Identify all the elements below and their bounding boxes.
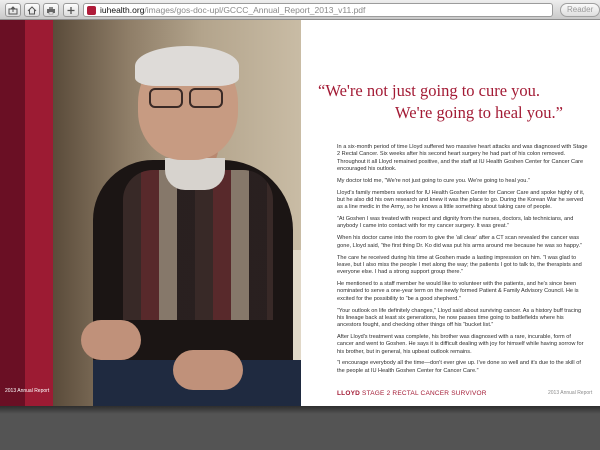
site-favicon-icon (87, 6, 96, 15)
article-paragraph: Lloyd's family members worked for IU Health Goshen Center for Cancer Care and spoke highly of it, but he also did his own research and knew it was the place to go. During the Korean War he served as a line medic in the Army, so he knows a little something about taking care of people. (337, 189, 585, 211)
article-paragraph: When his doctor came into the room to give the 'all clear' after a CT scan revealed the cancer was gone, Lloyd said, “the first thing Dr. Ko did was put his arms around me because he was so happy.” (337, 235, 582, 249)
browser-toolbar (0, 0, 600, 20)
photo-glasses-right (189, 88, 223, 108)
home-icon (27, 6, 37, 15)
article-paragraph: “At Goshen I was treated with respect and dignity from the nurses, doctors, lab technicians, and anybody I came into contact with for my cancer surgery. It was great.” (337, 216, 574, 230)
pull-quote-line-1: “We're not just going to cure you. (318, 81, 541, 100)
pull-quote-line-2: We're going to heal you.” (395, 103, 563, 122)
print-icon (46, 6, 56, 15)
article-body (337, 144, 589, 380)
maroon-sidebar-stripe (0, 20, 25, 406)
photo-glasses-left (149, 88, 183, 108)
print-button[interactable] (43, 3, 59, 17)
pdf-page (0, 20, 600, 406)
article-paragraph: The care he received during his time at Goshen made a lasting impression on him. “I was glad to leave, but I also miss the people I met along the way; the patients I got to talk to, the therapists and everyone else. I had a strong support group there.” (337, 254, 582, 276)
article-paragraph: My doctor told me, “We're not just going to cure you. We're going to heal you.” (337, 177, 530, 184)
add-tab-button[interactable] (63, 3, 79, 17)
url-path: /images/gos-doc-upl/GCCC_Annual_Report_2013_v11.pdf (144, 5, 366, 15)
byline-name: LLOYD (337, 390, 361, 397)
pull-quote (318, 80, 593, 124)
photo-sweater (123, 170, 273, 320)
byline (337, 390, 487, 397)
photo-hand-right (173, 350, 243, 390)
photo-hand-left (81, 320, 141, 360)
portrait-photo (53, 20, 301, 406)
footer-left: 2013 Annual Report (5, 388, 50, 394)
article-paragraph: “I encourage everybody all the time—don't ever give up. I've done so well and it's due to the skill of the people at IU Health Goshen Center for Cancer Care.” (337, 360, 581, 374)
share-button[interactable] (5, 3, 21, 17)
add-tab-icon (66, 6, 76, 15)
article-paragraph: In a six-month period of time Lloyd suffered two massive heart attacks and was diagnosed with Stage 2 Rectal Cancer. Six weeks after his second heart surgery he had part of his colon removed. Throughout it all Lloyd remained positive, and the staff at IU Health Goshen Center for Cancer Care encouraged his outlook. (337, 144, 588, 172)
share-icon (8, 6, 18, 15)
url-host: iuhealth.org (100, 5, 145, 15)
address-bar[interactable] (83, 3, 553, 17)
red-sidebar-stripe (25, 20, 53, 406)
page-shadow (0, 406, 600, 414)
footer-right: 2013 Annual Report (548, 390, 593, 396)
home-button[interactable] (24, 3, 40, 17)
article-paragraph: After Lloyd's treatment was complete, his brother was diagnosed with a rare, incurable, form of cancer and went to Goshen. He says it is difficult dealing with joy for himself while having sorrow for his brother, but in general, his upbeat outlook remains. (337, 333, 584, 355)
pdf-viewer[interactable] (0, 20, 600, 450)
byline-description: STAGE 2 RECTAL CANCER SURVIVOR (362, 390, 487, 397)
article-paragraph: “Your outlook on life definitely changes,” Lloyd said about surviving cancer. As a history buff tracing his lineage back at least six generations, he now passes time going to battlefields where his ancestors fought, and checking other things off his “bucket list.” (337, 307, 582, 329)
photo-collar (165, 158, 225, 190)
photo-hair (135, 46, 239, 86)
article-paragraph: He mentioned to a staff member he would like to volunteer with the patients, and he's since been nominated to serve a one-year term on the newly formed Patient & Family Advisory Council. He is excited for the possibility to “be a good shepherd.” (337, 281, 579, 302)
reader-button[interactable]: Reader (560, 3, 600, 17)
